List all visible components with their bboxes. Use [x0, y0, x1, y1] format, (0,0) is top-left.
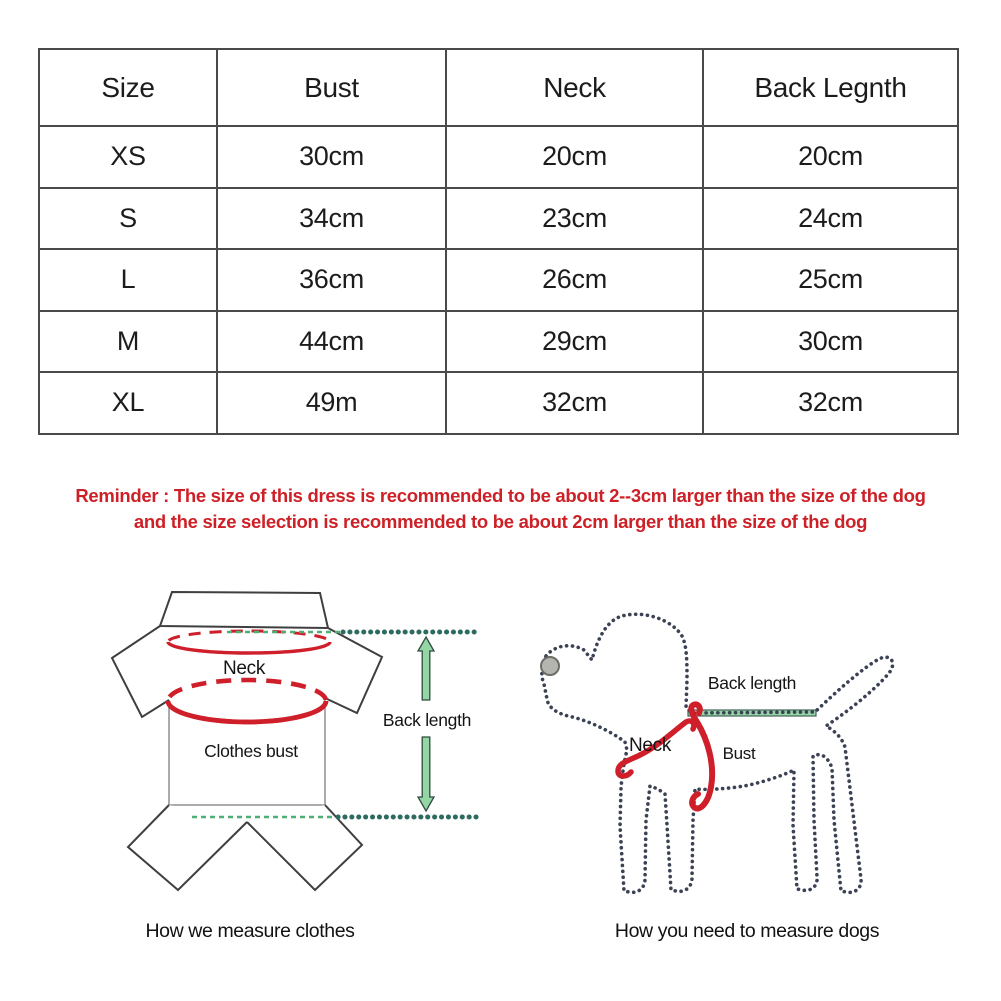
- measurement-cell: 26cm: [446, 249, 703, 311]
- dog-neck-label: Neck: [628, 735, 672, 756]
- dog-measure-diagram: [500, 580, 945, 915]
- measurement-cell: 36cm: [217, 249, 446, 311]
- neck-measure-ellipse-front: [168, 642, 330, 653]
- table-row: [39, 311, 958, 373]
- measurement-cell: 44cm: [217, 311, 446, 373]
- clothes-measure-diagram: [90, 575, 500, 915]
- measurement-cell: 30cm: [217, 126, 446, 188]
- garment-left-sleeve: [112, 626, 169, 717]
- column-header: Size: [39, 49, 217, 126]
- dog-bust-measure-line: [691, 704, 712, 808]
- table-header-row: [39, 49, 958, 126]
- clothes-back-length-label: Back length: [382, 710, 472, 730]
- column-header: Back Legnth: [703, 49, 958, 126]
- table-row: [39, 372, 958, 434]
- size-chart-table: [38, 48, 959, 435]
- back-length-arrow-down: [418, 737, 434, 811]
- size-cell: XL: [39, 372, 217, 434]
- table-row: [39, 249, 958, 311]
- reminder-note: [20, 483, 981, 535]
- measurement-cell: 30cm: [703, 311, 958, 373]
- table-row: [39, 126, 958, 188]
- reminder-line-1: Reminder : The size of this dress is recommended to be about 2--3cm larger than the size of the dog: [75, 485, 926, 506]
- measurement-cell: 20cm: [703, 126, 958, 188]
- size-cell: S: [39, 188, 217, 250]
- measurement-cell: 24cm: [703, 188, 958, 250]
- clothes-bust-label: Clothes bust: [204, 741, 298, 761]
- size-cell: XS: [39, 126, 217, 188]
- garment-collar: [160, 592, 328, 628]
- measurement-cell: 34cm: [217, 188, 446, 250]
- bust-measure-ellipse-front: [168, 701, 326, 722]
- back-length-arrow-up: [418, 637, 434, 700]
- column-header: Neck: [446, 49, 703, 126]
- garment-right-sleeve: [325, 628, 382, 713]
- size-cell: M: [39, 311, 217, 373]
- table-row: [39, 188, 958, 250]
- clothes-neck-label: Neck: [222, 658, 266, 679]
- measurement-cell: 49m: [217, 372, 446, 434]
- reminder-line-2: and the size selection is recommended to be about 2cm larger than the size of the dog: [133, 511, 868, 532]
- measurement-cell: 25cm: [703, 249, 958, 311]
- measurement-cell: 32cm: [703, 372, 958, 434]
- clothes-diagram-caption: How we measure clothes: [145, 920, 355, 942]
- measurement-cell: 23cm: [446, 188, 703, 250]
- measurement-cell: 32cm: [446, 372, 703, 434]
- dog-outline: [542, 614, 893, 892]
- size-cell: L: [39, 249, 217, 311]
- dog-back-length-label: Back length: [707, 673, 797, 693]
- dog-nose: [541, 657, 559, 675]
- measurement-cell: 29cm: [446, 311, 703, 373]
- column-header: Bust: [217, 49, 446, 126]
- dog-bust-label: Bust: [722, 744, 756, 763]
- dog-diagram-caption: How you need to measure dogs: [614, 920, 880, 942]
- measurement-cell: 20cm: [446, 126, 703, 188]
